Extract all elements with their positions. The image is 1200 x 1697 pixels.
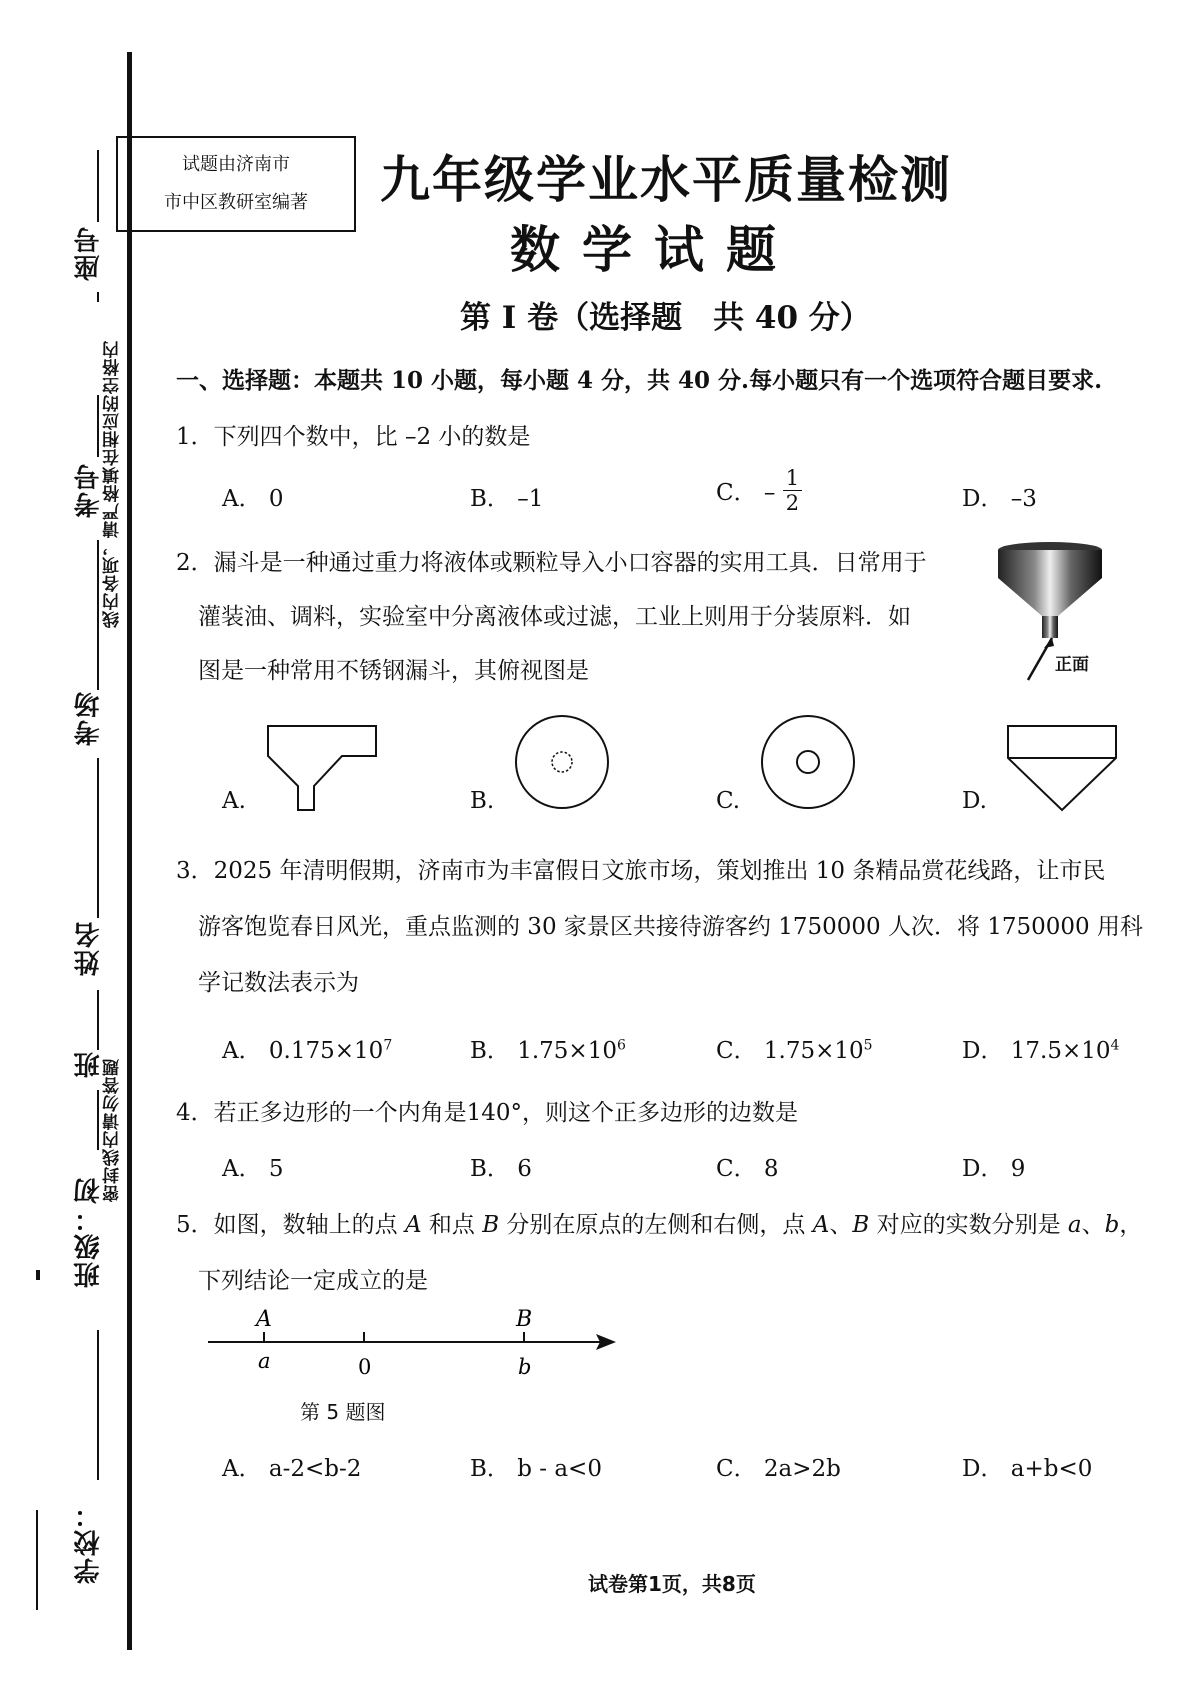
q2-option-a-figure: [262, 722, 382, 812]
editor-note-line1: 试题由济南市: [182, 154, 290, 175]
label-b: b: [518, 1355, 532, 1379]
q3-option-d-exponent: 4: [1110, 1037, 1120, 1054]
q4-stem: 4．若正多边形的一个内角是140°，则这个正多边形的边数是: [176, 1100, 799, 1126]
exam-room-label: 考场: [74, 690, 104, 746]
front-view-label: 正面: [1055, 655, 1089, 675]
q5-var-a: a: [1067, 1212, 1082, 1238]
school-blank-line: [36, 1510, 38, 1610]
q3-stem-line3: 学记数法表示为: [198, 970, 359, 996]
name-label: 姓名: [74, 920, 104, 976]
q1-option-c-prefix: C． –: [716, 480, 776, 506]
grade-class-label: 班级：初: [74, 1176, 104, 1288]
q2-option-a: A.: [222, 788, 246, 814]
q2-option-b-figure: [512, 712, 612, 812]
q5-number-line: [200, 1300, 620, 1390]
q2-option-b: B.: [470, 788, 495, 814]
q5-point-a: A: [404, 1212, 422, 1238]
q1-fraction-denominator: 2: [785, 491, 800, 515]
exam-no-blank-line-lower: [97, 540, 99, 690]
q3-option-c-exponent: 5: [863, 1037, 873, 1054]
label-0: 0: [358, 1355, 372, 1379]
exam-room-blank-line: [97, 758, 99, 918]
seat-blank-line-lower: [97, 292, 99, 302]
q3-option-a-mantissa: A． 0.175×10: [222, 1038, 384, 1064]
q4-option-c: C． 8: [716, 1156, 779, 1182]
q1-option-a: A． 0: [222, 486, 284, 512]
q5-text-7: ，: [1119, 1212, 1143, 1238]
q3-option-a: [222, 1032, 392, 1065]
q5-text-4: 、: [829, 1212, 853, 1238]
q1-option-b: B． –1: [470, 486, 544, 512]
q2-stem-line3: 图是一种常用不锈钢漏斗，其俯视图是: [198, 658, 589, 684]
q2-option-d: D.: [962, 788, 987, 814]
subject-title: 数学试题: [510, 220, 798, 279]
q3-option-d-mantissa: D． 17.5×10: [962, 1038, 1111, 1064]
q5-option-b: B． b - a<0: [470, 1456, 602, 1482]
q3-option-b: [470, 1032, 626, 1065]
section-heading: 第 I 卷（选择题 共 40 分）: [460, 300, 871, 336]
q3-stem-line1: 3．2025 年清明假期，济南市为丰富假日文旅市场，策划推出 10 条精品赏花线路，让市民: [176, 858, 1106, 884]
q5-text-6: 、: [1081, 1212, 1105, 1238]
class-blank-line: [97, 1090, 99, 1150]
label-a: a: [258, 1349, 271, 1373]
q5-point-b: B: [482, 1212, 500, 1238]
q3-stem-line2: 游客饱览春日风光，重点监测的 30 家景区共接待游客约 1750000 人次．将 1750000 用科: [198, 914, 1143, 940]
q2-stem-line2: 灌装油、调料，实验室中分离液体或过滤，工业上则用于分装原料．如: [198, 604, 911, 630]
q5-option-a: A． a-2<b-2: [222, 1456, 362, 1482]
editor-note-line2: 市中区教研室编著: [164, 192, 308, 213]
sidebar-note-fill: 线内各项，请严格填在相应的空格内: [103, 340, 123, 628]
label-B: B: [516, 1307, 533, 1332]
q3-option-b-exponent: 6: [616, 1037, 626, 1054]
binding-line: [127, 52, 132, 1650]
seat-label: 座号: [74, 225, 104, 281]
q1-option-c: [716, 466, 802, 515]
grade-blank-line: [97, 1330, 99, 1480]
exam-no-blank-line: [97, 395, 99, 457]
funnel-body: [998, 550, 1102, 616]
exam-title: 九年级学业水平质量检测: [380, 150, 952, 209]
q5-text-3: 分别在原点的左侧和右侧，点: [499, 1212, 813, 1238]
q5-point-a-2: A: [812, 1212, 830, 1238]
q5-stem-line1: [176, 1206, 1142, 1239]
sidebar-note-seal: 密封线内请勿答题: [103, 1058, 123, 1202]
exam-no-label: 考号: [74, 462, 104, 518]
q5-stem-line2: 下列结论一定成立的是: [198, 1268, 428, 1294]
name-blank-line: [97, 990, 99, 1050]
school-label: 学校：: [74, 1500, 104, 1584]
q4-option-d: D． 9: [962, 1156, 1026, 1182]
q5-point-b-2: B: [852, 1212, 870, 1238]
seat-blank-line: [97, 150, 99, 222]
q2-option-d-figure: [1004, 722, 1120, 814]
q5-option-d: D． a+b<0: [962, 1456, 1093, 1482]
q3-option-c-mantissa: C． 1.75×10: [716, 1038, 864, 1064]
q4-option-a: A． 5: [222, 1156, 284, 1182]
q3-option-d: [962, 1032, 1119, 1065]
q5-text-1: 5．如图，数轴上的点: [176, 1212, 405, 1238]
page-footer: 试卷第1页，共8页: [588, 1572, 756, 1596]
q5-figure-caption: 第 5 题图: [300, 1400, 386, 1424]
q2-option-c-figure: [758, 712, 858, 812]
q1-fraction-numerator: 1: [783, 466, 802, 491]
q5-text-5: 对应的实数分别是: [869, 1212, 1068, 1238]
label-A: A: [256, 1307, 272, 1332]
q1-option-d: D． –3: [962, 486, 1037, 512]
q2-stem-line1: 2．漏斗是一种通过重力将液体或颗粒导入小口容器的实用工具．日常用于: [176, 550, 927, 576]
editor-note-box: [116, 136, 356, 232]
q5-var-b: b: [1104, 1212, 1120, 1238]
q3-option-b-mantissa: B． 1.75×10: [470, 1038, 617, 1064]
section-instructions: 一、选择题：本题共 10 小题，每小题 4 分，共 40 分.每小题只有一个选项符合题目要求.: [176, 367, 1103, 394]
edge-mark: [36, 1270, 40, 1280]
q4-option-b: B． 6: [470, 1156, 532, 1182]
class-label: 班: [74, 1050, 104, 1078]
q1-stem: 1．下列四个数中，比 –2 小的数是: [176, 424, 531, 450]
funnel-spout: [1042, 616, 1058, 638]
q5-text-2: 和点: [421, 1212, 483, 1238]
q3-option-c: [716, 1032, 873, 1065]
q2-option-c: C.: [716, 788, 741, 814]
q3-option-a-exponent: 7: [383, 1037, 393, 1054]
q1-option-c-fraction: [783, 466, 802, 515]
q5-option-c: C． 2a>2b: [716, 1456, 841, 1482]
